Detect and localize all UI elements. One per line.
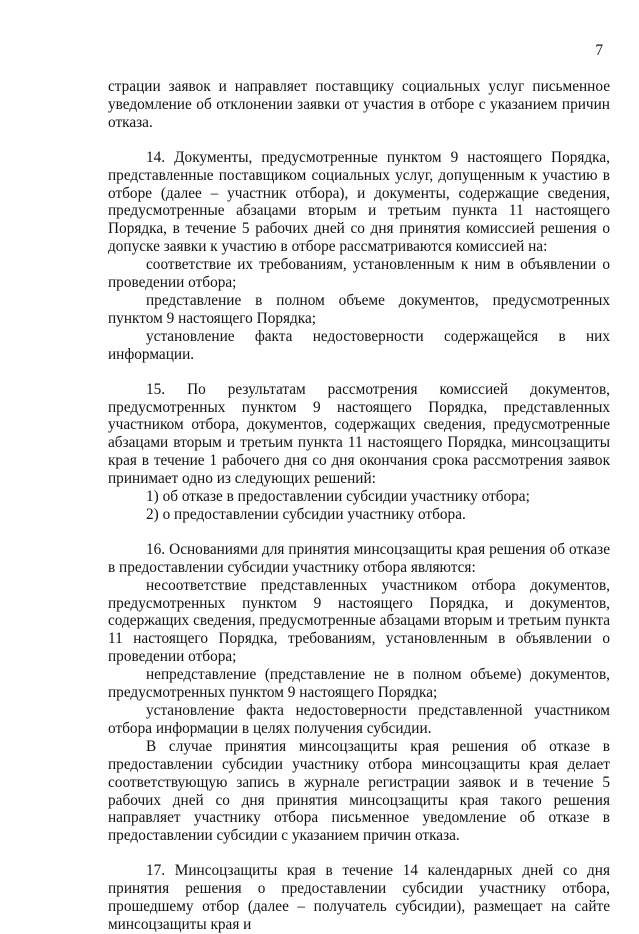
page-number: 7 <box>595 42 603 59</box>
paragraph: установление факта недостоверности содержащейся в них информации. <box>108 327 610 363</box>
paragraph: 1) об отказе в предоставлении субсидии участнику отбора; <box>146 488 530 506</box>
paragraph: 16. Основаниями для принятия минсоцзащиты края решения об отказе в предоставлении субсидии участнику отбора являются: <box>108 540 610 576</box>
paragraph: страции заявок и направляет поставщику социальных услуг письменное уведомление об отклонении заявки от участия в отборе с указанием причин отказа. <box>108 78 610 131</box>
paragraph: непредставление (представление не в полном объеме) документов, предусмотренных пунктом 9 настоящего Порядка; <box>108 666 610 702</box>
paragraph: В случае принятия минсоцзащиты края решения об отказе в предоставлении субсидии участнику отбора минсоцзащиты края делает соответствующую запись в журнале регистрации заявок и в течение 5 рабочих дней со дня принятия минсоцзащиты края такого решения направляет участнику отбора письменное уведомление об отказе в предоставлении субсидии с указанием причин отказа. <box>108 737 610 845</box>
document-body <box>108 78 610 934</box>
paragraph: 14. Документы, предусмотренные пунктом 9 настоящего Порядка, представленные поставщиком социальных услуг, допущенным к участию в отборе (далее – участник отбора), и документы, содержащие сведения, предусмотренные абзацами вторым и третьим пункта 11 настоящего Порядка, в течение 5 рабочих дней со дня принятия комиссией решения о допуске заявки к участию в отборе рассматриваются комиссией на: <box>108 148 610 256</box>
paragraph: представление в полном объеме документов, предусмотренных пунктом 9 настоящего Порядка; <box>108 291 610 327</box>
paragraph: соответствие их требованиям, установленным к ним в объявлении о проведении отбора; <box>108 256 610 292</box>
paragraph: установление факта недостоверности представленной участником отбора информации в целях получения субсидии. <box>108 702 610 737</box>
paragraph: 15. По результатам рассмотрения комиссией документов, предусмотренных пунктом 9 настоящего Порядка, представленных участником отбора, документов, содержащих сведения, предусмотренные абзацами вторым и третьим пункта 11 настоящего Порядка, минсоцзащиты края в течение 1 рабочего дня со дня окончания срока рассмотрения заявок принимает одно из следующих решений: <box>108 380 610 488</box>
paragraph: несоответствие представленных участником отбора документов, предусмотренных пунктом 9 настоящего Порядка, и документов, содержащих сведения, предусмотренные абзацами вторым и третьим пункта 11 настоящего Порядка, требованиям, установленным в объявлении о проведении отбора; <box>108 576 610 666</box>
paragraph: 17. Минсоцзащиты края в течение 14 календарных дней со дня принятия решения о предоставлении субсидии участнику отбора, прошедшему отбор (далее – получатель субсидии), размещает на сайте минсоцзащиты края и <box>108 862 610 933</box>
paragraph: 2) о предоставлении субсидии участнику отбора. <box>146 505 466 523</box>
